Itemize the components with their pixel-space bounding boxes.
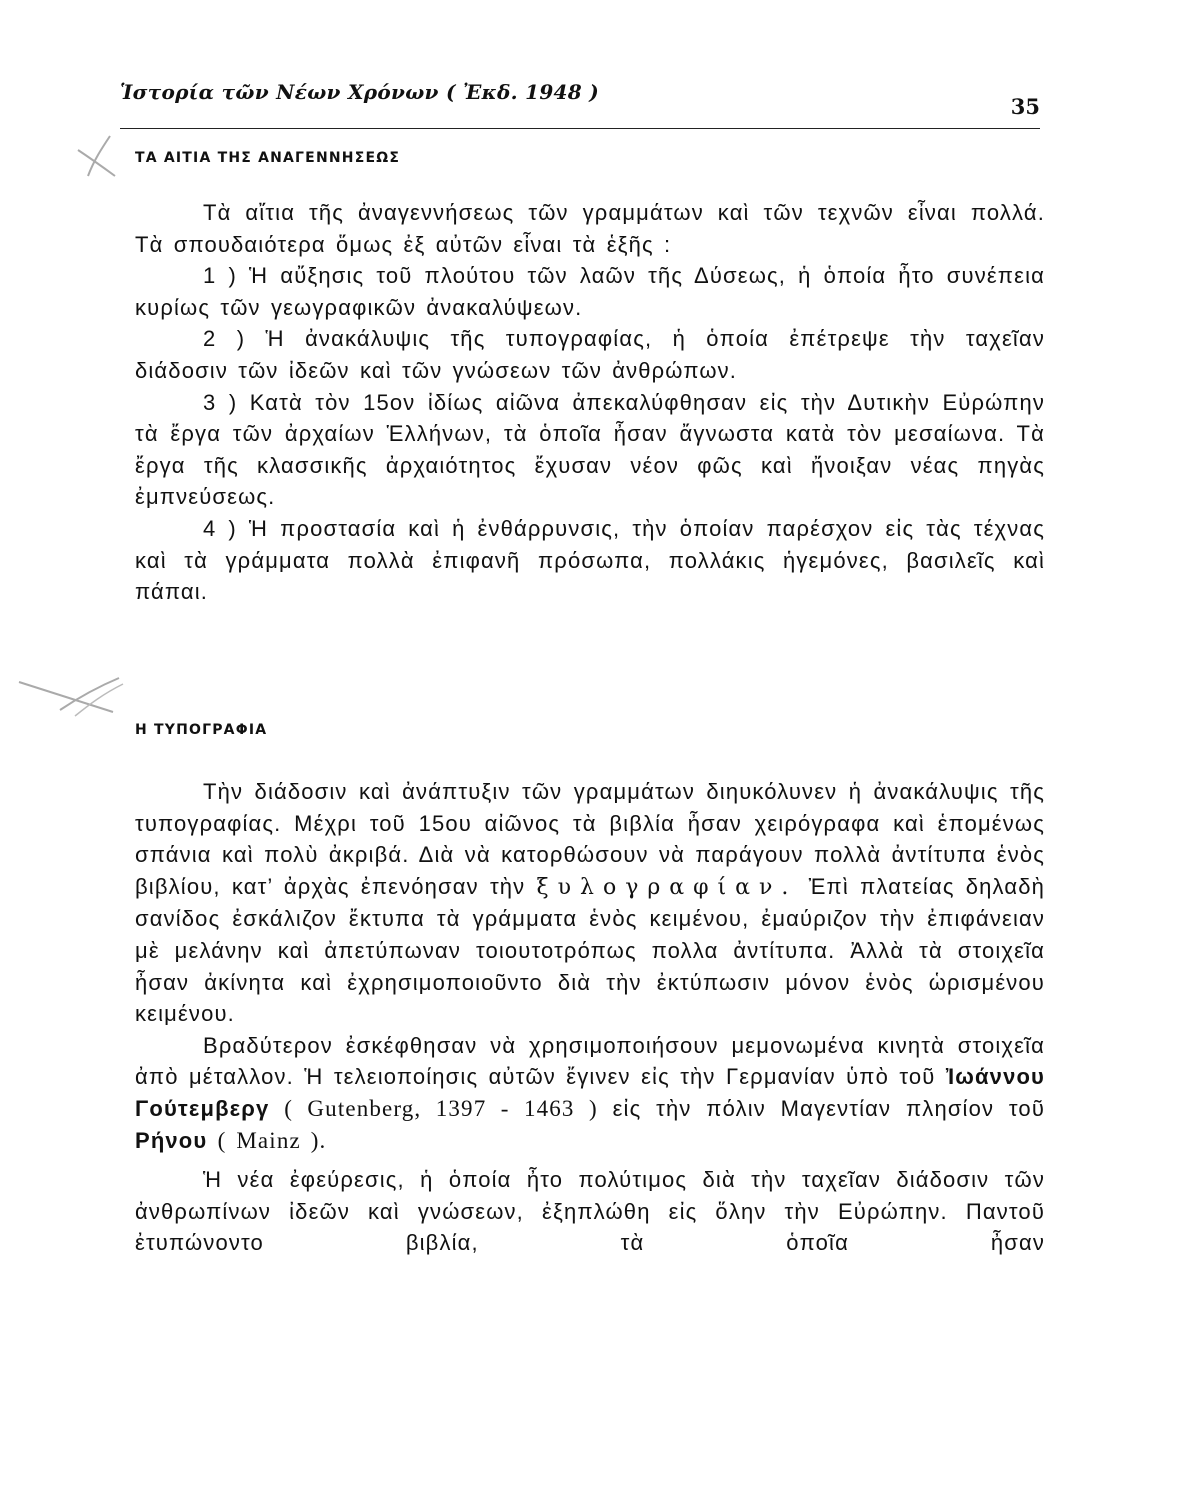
paragraph: Τὰ αἴτια τῆς ἀναγεννήσεως τῶν γραμμάτων καὶ τῶν τεχνῶν εἶναι πολλά. Τὰ σπουδαιότερα ὅμως ἐξ αὐτῶν εἶναι τὰ ἑξῆς : — [135, 200, 1045, 257]
paragraph-text: Ἐπὶ πλατείας δηλαδὴ σανίδος ἐσκάλιζον ἔκτυπα τὰ γράμματα ἑνὸς κειμένου, ἐμαύριζον τὴν ἐπιφάνειαν μὲ μελάνην καὶ ἀπετύπωναν τοιουτοτρόπως πολλα ἀντίτυπα. Ἀλλὰ τὰ στοιχεῖα ἦσαν ἀκίνητα καὶ ἐχρησιμοποιοῦντο διὰ τὴν ἐκτύπωσιν μόνον ἑνὸς ὡρισμένου κειμένου. — [135, 873, 1045, 1027]
section-heading-printing: Η ΤΥΠΟΓΡΑΦΙΑ — [135, 722, 268, 738]
section-heading-causes: ΤΑ ΑΙΤΙΑ ΤΗΣ ΑΝΑΓΕΝΝΗΣΕΩΣ — [135, 150, 401, 166]
running-title: Ἱστορία τῶν Νέων Χρόνων ( Ἐκδ. 1948 ) — [120, 80, 600, 104]
pencil-cross-mark-icon — [15, 672, 125, 722]
bold-name: Ρήνου — [135, 1127, 208, 1153]
list-item: 4 ) Ἡ προστασία καὶ ἡ ἐνθάρρυνσις, τὴν ὁποίαν παρέσχον εἰς τὰς τέχνας καὶ τὰ γράμματα πολλὰ ἐπιφανῆ πρόσωπα, πολλάκις ἡγεμόνες, βασιλεῖς καὶ πάπαι. — [135, 515, 1045, 605]
spaced-term: ξυλογραφίαν. — [536, 874, 798, 900]
paragraph-text: Βραδύτερον ἐσκέφθησαν νὰ χρησιμοποιήσουν μεμονωμένα κινητὰ στοιχεῖα ἀπὸ μέταλλον. Ἡ τελειοποίησις αὐτῶν ἔγινεν εἰς τὴν Γερμανίαν ὑπὸ τοῦ — [135, 1032, 1045, 1090]
pencil-check-mark-icon — [70, 130, 125, 180]
running-header — [120, 80, 1040, 129]
list-item: 2 ) Ἡ ἀνακάλυψις τῆς τυπογραφίας, ἡ ὁποία ἐπέτρεψε τὴν ταχεῖαν διάδοσιν τῶν ἰδεῶν καὶ τῶν γνώσεων τῶν ἀνθρώπων. — [135, 326, 1045, 383]
paragraph-text: Τὴν διάδοσιν καὶ ἀνάπτυξιν τῶν γραμμάτων διηυκόλυνεν ἡ ἀνακάλυψις τῆς τυπογραφίας. Μέχρι τοῦ 15ου αἰῶνος τὰ βιβλία ἦσαν χειρόγραφα καὶ ἑπομένως σπάνια καὶ πολὺ ἀκριβά. Διὰ νὰ κατορθώσουν νὰ παράγουν πολλὰ ἀντίτυπα ἑνὸς βιβλίου, κατ’ ἀρχὰς ἐπενόησαν τὴν — [135, 779, 1045, 899]
list-item: 3 ) Κατὰ τὸν 15ον ἰδίως αἰῶνα ἀπεκαλύφθησαν εἰς τὴν Δυτικὴν Εὐρώπην τὰ ἔργα τῶν ἀρχαίων Ἑλλήνων, τὰ ὁποῖα ἦσαν ἄγνωστα κατὰ τὸν μεσαίωνα. Τὰ ἔργα τῆς κλασσικῆς ἀρχαιότητος ἔχυσαν νέον φῶς καὶ ἤνοιξαν νέας πηγὰς ἐμπνεύσεως. — [135, 389, 1045, 510]
section-causes-body — [135, 197, 1045, 608]
list-item: 1 ) Ἡ αὔξησις τοῦ πλούτου τῶν λαῶν τῆς Δύσεως, ἡ ὁποία ἦτο συνέπεια κυρίως τῶν γεωγραφικῶν ἀνακαλύψεων. — [135, 263, 1045, 320]
paragraph-text: εἰς τὴν πόλιν Μαγεντίαν πλησίον τοῦ — [612, 1095, 1045, 1121]
latin-name: ( Mainz ). — [217, 1127, 327, 1153]
section-printing-body — [135, 776, 1045, 1259]
paragraph: Ἡ νέα ἐφεύρεσις, ἡ ὁποία ἦτο πολύτιμος διὰ τὴν ταχεῖαν διάδοσιν τῶν ἀνθρωπίνων ἰδεῶν καὶ γνώσεων, ἐξηπλώθη εἰς ὅλην τὴν Εὐρώπην. Παντοῦ ἐτυπώνοντο βιβλία, τὰ ὁποῖα ἦσαν — [135, 1167, 1045, 1256]
latin-name: ( Gutenberg, 1397 - 1463 ) — [284, 1095, 598, 1121]
paragraph — [135, 776, 1045, 1030]
paragraph — [135, 1030, 1045, 1156]
bold-name: Ἰωάννου Γούτεμβεργ — [135, 1064, 1045, 1121]
page-number: 35 — [1010, 94, 1040, 119]
